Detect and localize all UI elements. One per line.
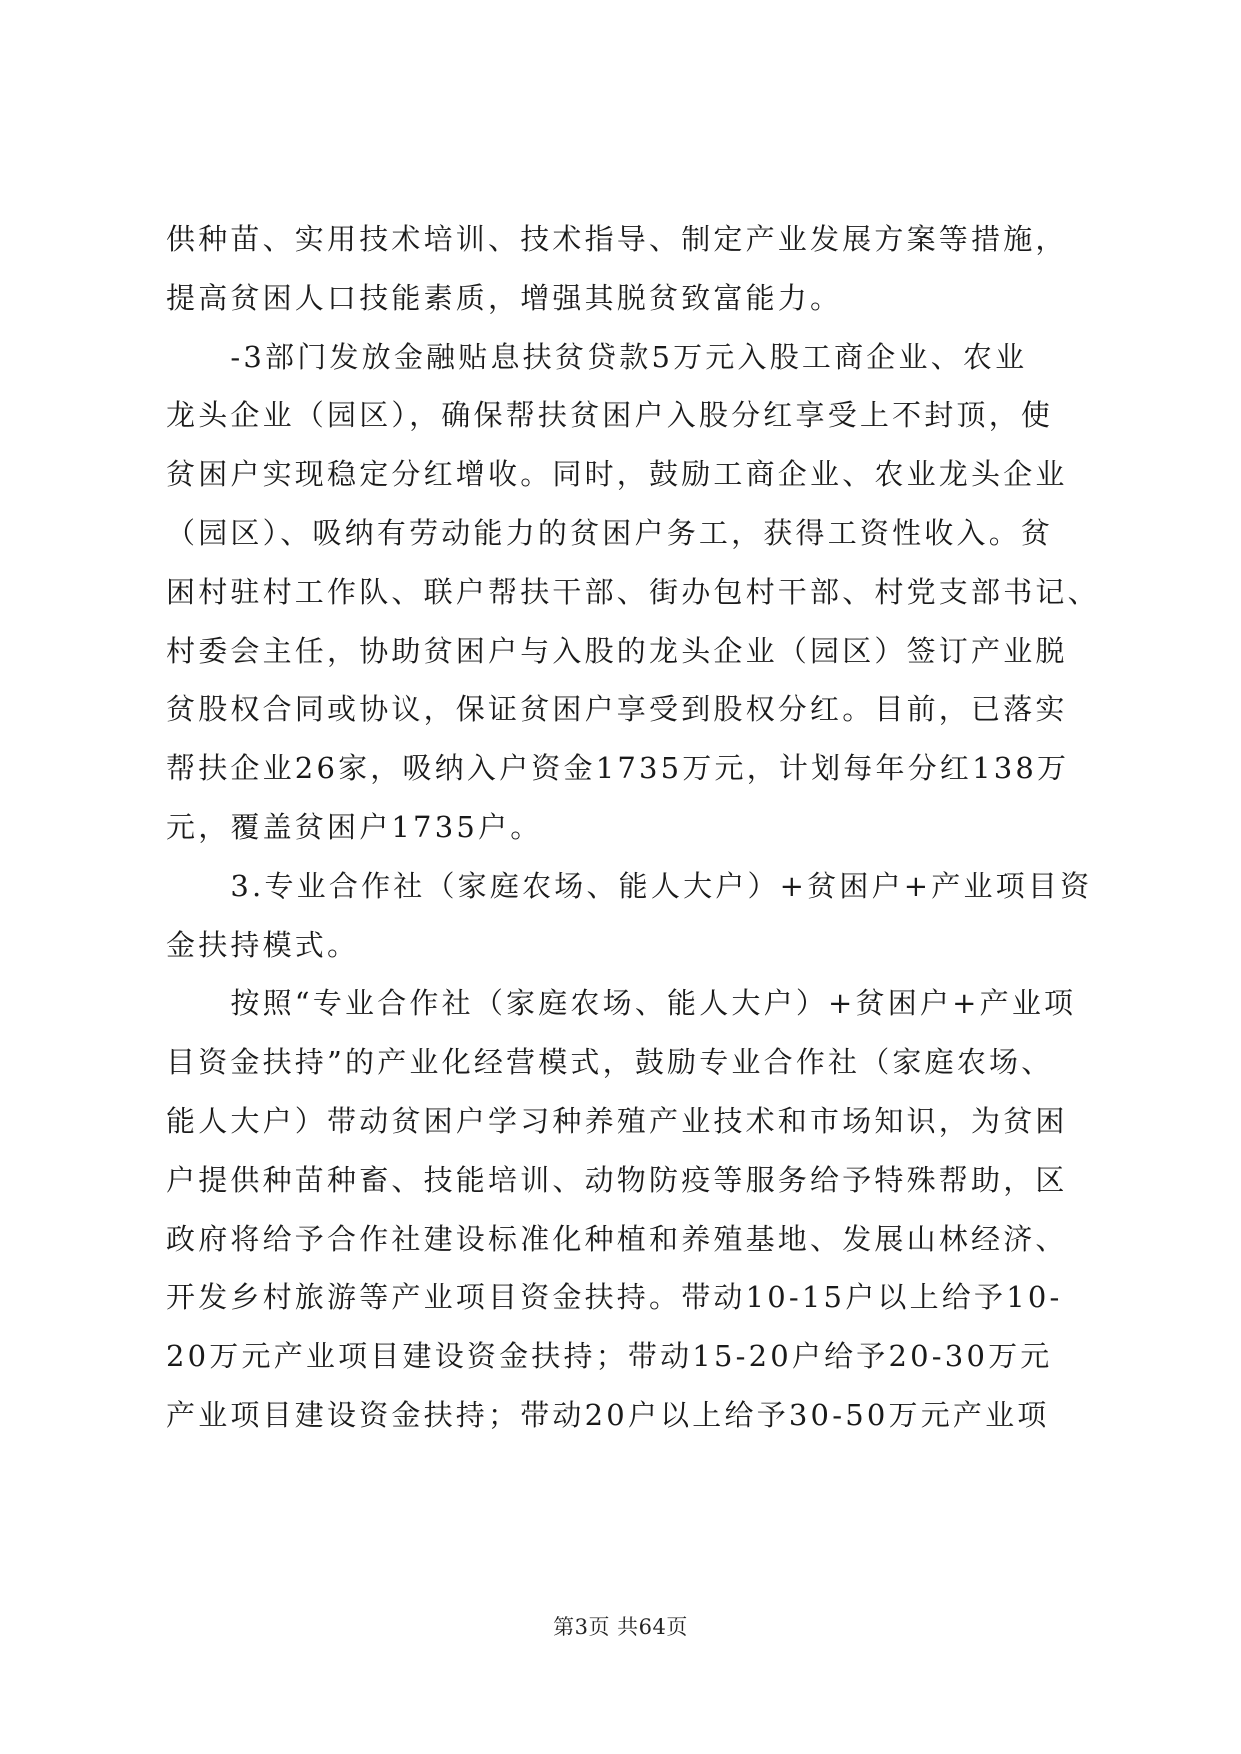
text-line: 3.专业合作社（家庭农场、能人大户）+贫困户+产业项目资 <box>166 868 1093 903</box>
text-line: 贫困户实现稳定分红增收。同时，鼓励工商企业、农业龙头企业 <box>166 457 1068 492</box>
text-line: 开发乡村旅游等产业项目资金扶持。带动10-15户以上给予10- <box>166 1280 1063 1315</box>
text-line: 产业项目建设资金扶持；带动20户以上给予30-50万元产业项 <box>166 1397 1050 1432</box>
text-line: 困村驻村工作队、联户帮扶干部、街办包村干部、村党支部书记、 <box>166 574 1100 609</box>
text-line: 提高贫困人口技能素质，增强其脱贫致富能力。 <box>166 280 843 315</box>
text-line: 帮扶企业26家，吸纳入户资金1735万元，计划每年分红138万 <box>166 751 1070 786</box>
text-line: 政府将给予合作社建设标准化种植和养殖基地、发展山林经济、 <box>166 1221 1068 1256</box>
page-number-footer: 第3页 共64页 <box>553 1615 688 1639</box>
text-line: （园区）、吸纳有劳动能力的贫困户务工，获得工资性收入。贫 <box>166 515 1054 550</box>
text-line: 户提供种苗种畜、技能培训、动物防疫等服务给予特殊帮助，区 <box>166 1162 1068 1197</box>
text-line: 目资金扶持”的产业化经营模式，鼓励专业合作社（家庭农场、 <box>166 1045 1054 1080</box>
text-line: 贫股权合同或协议，保证贫困户享受到股权分红。目前，已落实 <box>166 692 1068 727</box>
body-text <box>166 210 1100 1445</box>
text-line: 20万元产业项目建设资金扶持；带动15-20户给予20-30万元 <box>166 1339 1053 1374</box>
text-line: 按照“专业合作社（家庭农场、能人大户）+贫困户+产业项 <box>166 986 1077 1021</box>
text-line: 能人大户）带动贫困户学习种养殖产业技术和市场知识，为贫困 <box>166 1103 1068 1138</box>
text-line: 龙头企业（园区），确保帮扶贫困户入股分红享受上不封顶，使 <box>166 398 1054 433</box>
text-line: 村委会主任，协助贫困户与入股的龙头企业（园区）签订产业脱 <box>166 633 1068 668</box>
text-line: 金扶持模式。 <box>166 927 360 962</box>
text-line: 元，覆盖贫困户1735户。 <box>166 809 543 844</box>
text-line: 供种苗、实用技术培训、技术指导、制定产业发展方案等措施， <box>166 222 1068 256</box>
text-line: -3部门发放金融贴息扶贫贷款5万元入股工商企业、农业 <box>166 339 1028 374</box>
